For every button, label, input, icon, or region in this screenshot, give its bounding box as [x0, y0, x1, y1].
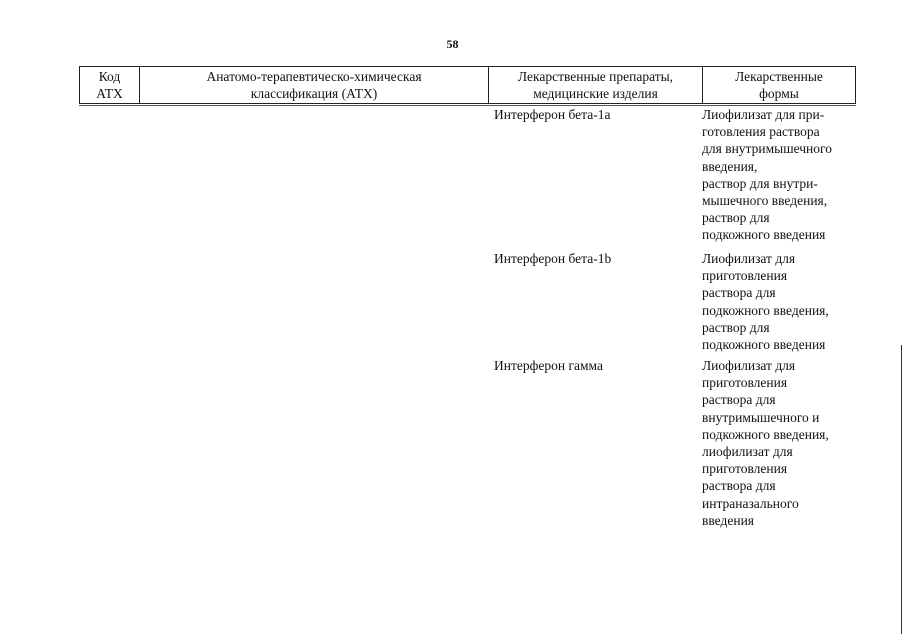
header-forms: Лекарственные формы	[735, 69, 823, 101]
scan-edge-line	[901, 345, 902, 634]
header-code-atx: Код АТХ	[80, 67, 140, 103]
header-drugs: Лекарственные препараты, медицинские изделия	[489, 67, 703, 103]
drug-forms-interferon-gamma: Лиофилизат для приготовления раствора для внутримышечного и подкожного введения, лиофилизат для приготовления раствора для интраназального введения	[702, 358, 829, 528]
drug-forms-interferon-beta-1b: Лиофилизат для приготовления раствора для подкожного введения, раствор для подкожного введения	[702, 251, 829, 353]
header-classification: Анатомо-терапевтическо-химическая классификация (АТХ)	[140, 67, 489, 103]
table-header	[79, 66, 856, 104]
drug-name-interferon-gamma: Интерферон гамма	[494, 358, 603, 373]
page-number: 58	[446, 37, 459, 51]
drug-name-interferon-beta-1a: Интерферон бета-1a	[494, 107, 611, 122]
drug-forms-interferon-beta-1a: Лиофилизат для при- готовления раствора для внутримышечного введения, раствор для внутри- мышечного введения, раствор для подкожного введения	[702, 107, 832, 243]
drug-name-interferon-beta-1b: Интерферон бета-1b	[494, 251, 612, 266]
